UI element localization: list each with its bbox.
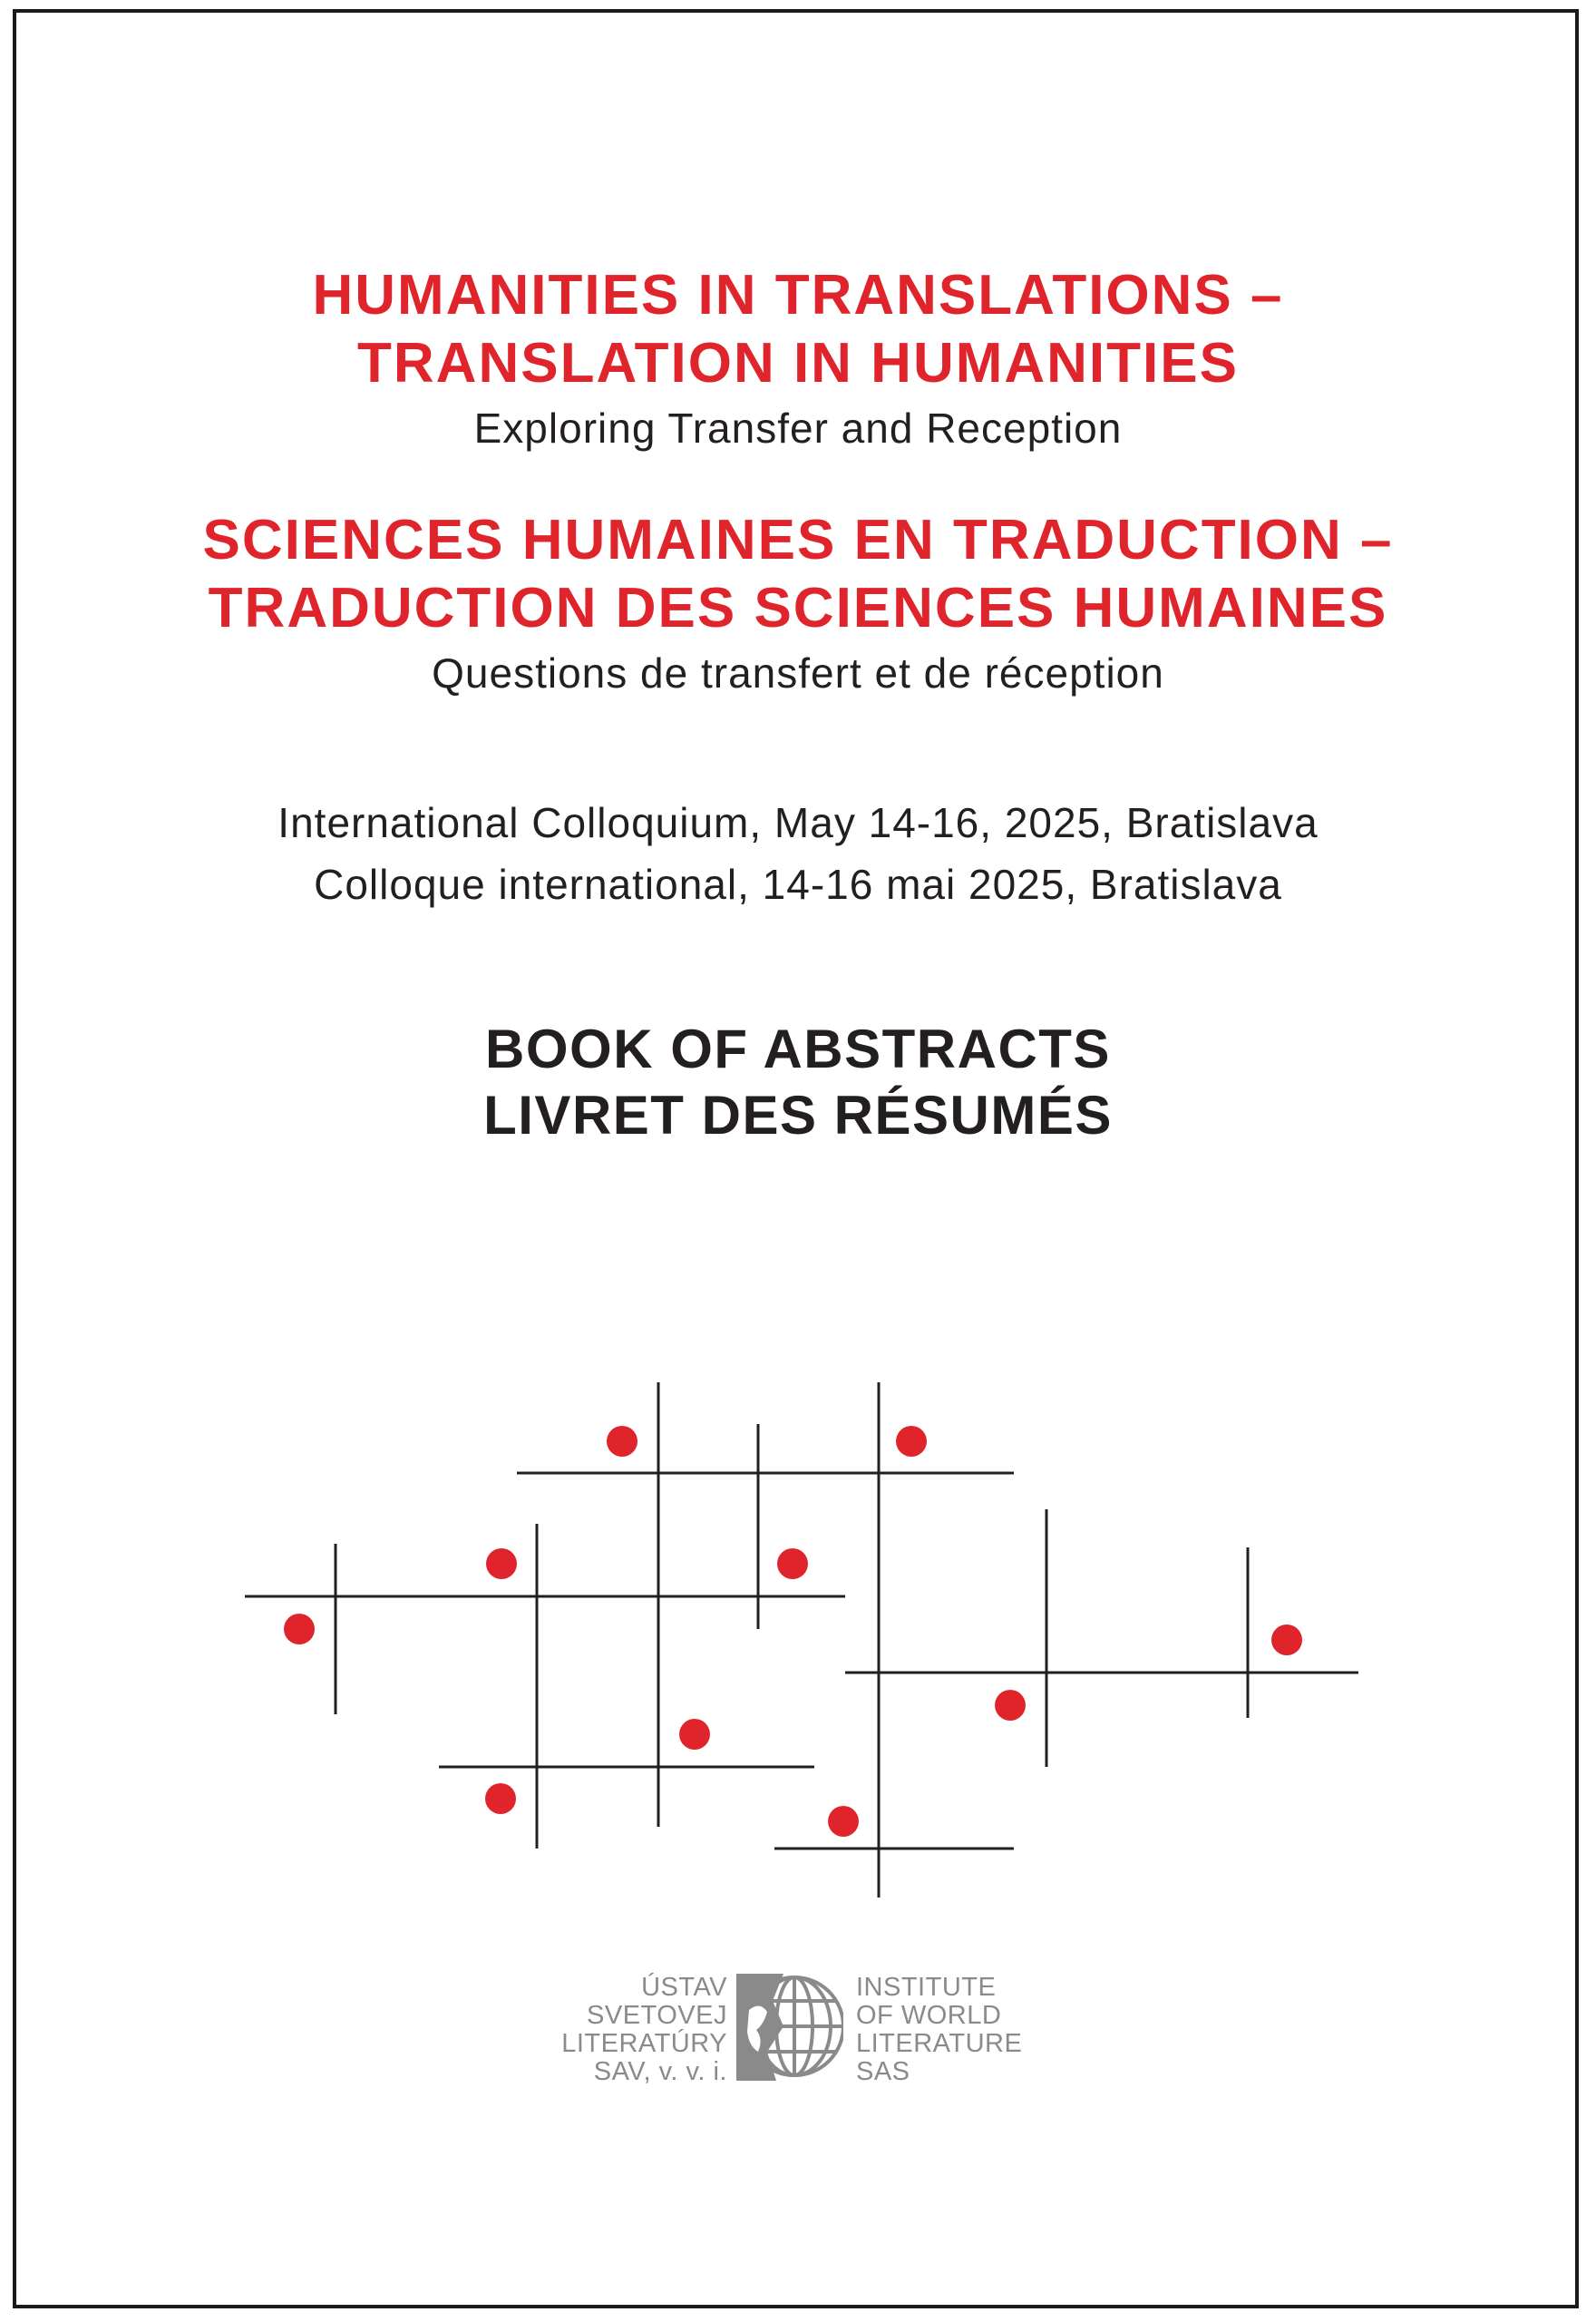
logo-slovak-line: LITERATÚRY <box>561 2029 727 2058</box>
globe-logo-icon <box>736 1974 843 2081</box>
red-dot <box>486 1548 517 1579</box>
logo-english-line: OF WORLD <box>856 2001 1002 2030</box>
red-dot <box>1271 1624 1302 1655</box>
english-title-line-1: HUMANITIES IN TRANSLATIONS – <box>312 264 1284 327</box>
red-dot <box>828 1806 859 1837</box>
logo-english-text <box>856 1974 1022 2086</box>
french-title-line-1: SCIENCES HUMAINES EN TRADUCTION – <box>202 509 1394 571</box>
logo-slovak-line: ÚSTAV <box>641 1973 727 2002</box>
red-dot <box>679 1719 710 1750</box>
logo-english-line: SAS <box>856 2057 910 2086</box>
red-dot <box>777 1548 808 1579</box>
logo-english-line: INSTITUTE <box>856 1973 997 2002</box>
logo-slovak-line: SAV, v. v. i. <box>593 2057 727 2086</box>
red-dot <box>485 1783 516 1814</box>
logo-slovak-line: SVETOVEJ <box>587 2001 727 2030</box>
livret-des-resumes-title: LIVRET DES RÉSUMÉS <box>483 1085 1113 1146</box>
red-dot <box>896 1426 927 1457</box>
english-subtitle: Exploring Transfer and Reception <box>473 405 1123 452</box>
english-title-line-2: TRANSLATION IN HUMANITIES <box>357 332 1239 395</box>
book-of-abstracts-title: BOOK OF ABSTRACTS <box>485 1019 1111 1079</box>
red-dot <box>995 1690 1026 1721</box>
french-subtitle: Questions de transfert et de réception <box>432 649 1164 697</box>
red-dot <box>284 1614 315 1644</box>
logo-slovak-text <box>561 1974 727 2086</box>
red-dot <box>607 1426 637 1457</box>
logo-english-line: LITERATURE <box>856 2029 1023 2058</box>
colloquium-french: Colloque international, 14-16 mai 2025, Bratislava <box>314 861 1282 908</box>
colloquium-english: International Colloquium, May 14-16, 2025, Bratislava <box>277 799 1319 846</box>
french-title-line-2: TRADUCTION DES SCIENCES HUMAINES <box>208 577 1388 639</box>
